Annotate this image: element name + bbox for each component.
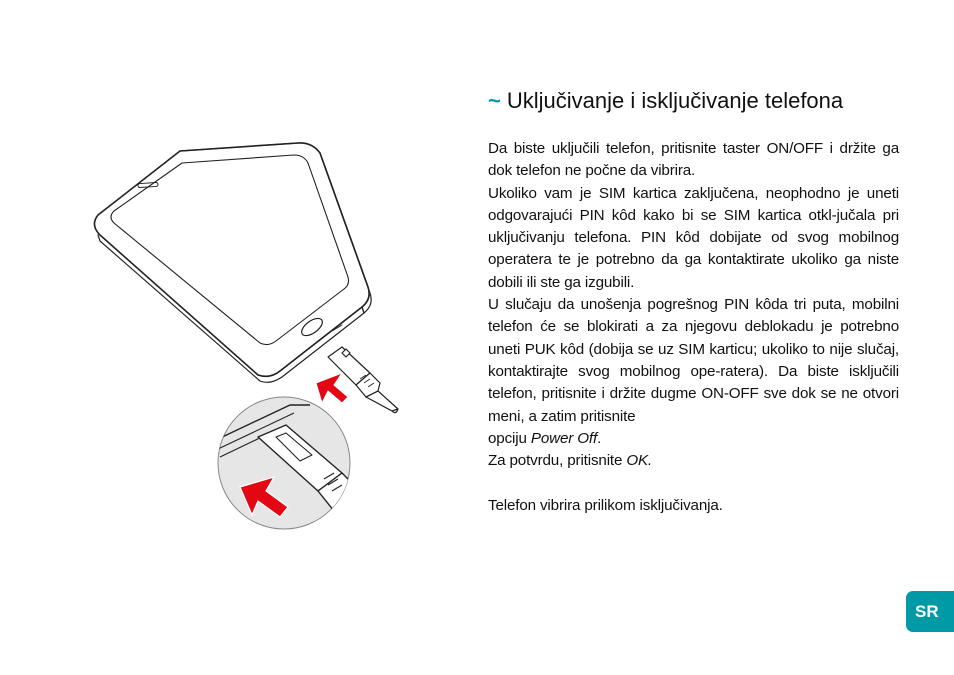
instructions-column: [488, 86, 899, 517]
paragraph-vibrate-note: Telefon vibrira prilikom isključivanja.: [488, 496, 723, 514]
body-text: [488, 138, 899, 517]
zoom-circle-detail: [218, 397, 380, 545]
paragraph-puk-code: U slučaju da unošenja pogrešnog PIN kôda tri puta, mobilni telefon će se blokirati a za njegovu deblokadu je potrebno uneti PUK kôd (dobija se uz SIM karticu; ukoliko to nije slučaj, kontaktirajte svog mobilnog ope-ratera). Da biste isključili telefon, pritisnite i držite dugme ON-OFF sve dok se ne otvori meni, a zatim pritisnite: [488, 296, 899, 425]
paragraph-turn-on: Da biste uključili telefon, pritisnite taster ON/OFF i držite ga dok telefon ne počne da vibrira.: [488, 140, 899, 180]
section-heading: [488, 86, 899, 116]
charger-plug-drawing: [328, 347, 398, 413]
phone-drawing: [94, 143, 371, 382]
paragraph-spacer: [488, 472, 899, 494]
paragraph-pin-code: Ukoliko vam je SIM kartica zaključena, neophodno je uneti odgovarajući PIN kôd kako bi se SIM kartica otkl-jučala pri uključivanju telefona. PIN kôd dobijate od svog mobilnog operatera te je potrebno da ga kontaktirate ukoliko ga niste dobili ili ste ga izgubili.: [488, 184, 899, 291]
paragraph-confirm: Za potvrdu, pritisnite OK.: [488, 452, 653, 470]
heading-title: Uključivanje i isključivanje telefona: [506, 88, 844, 113]
heading-marker-icon: ~: [488, 88, 501, 113]
small-insert-arrow: [316, 373, 348, 403]
paragraph-power-off-option: opciju Power Off.: [488, 429, 602, 447]
ok-option-label: OK.: [626, 452, 653, 470]
phone-charging-illustration: [80, 135, 420, 545]
language-tab: SR: [906, 591, 954, 632]
power-off-option-label: Power Off: [530, 429, 598, 447]
